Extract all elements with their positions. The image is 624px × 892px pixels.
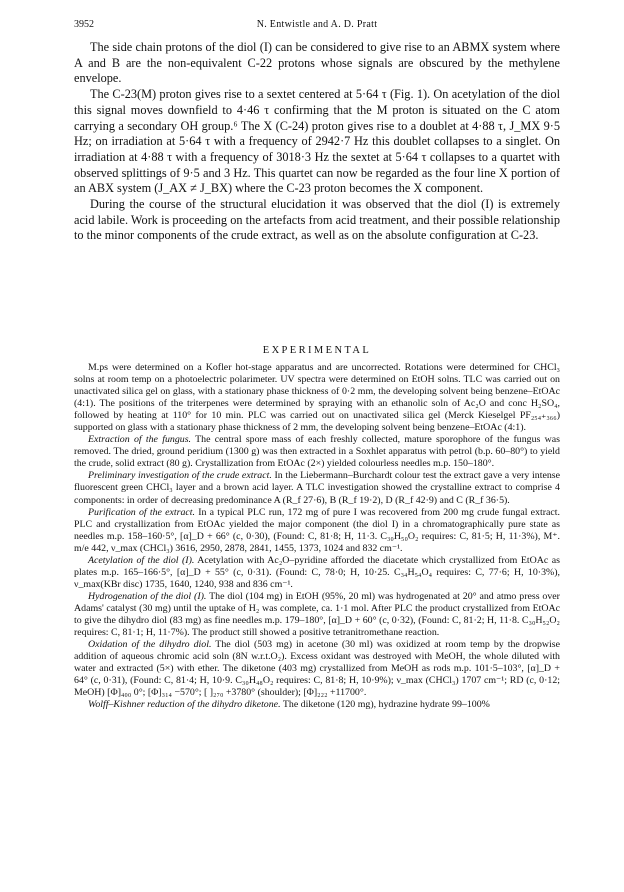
general-methods-paragraph: M.ps were determined on a Kofler hot-stage apparatus and are uncorrected. Rotations were determined for CHCl₃ solns at room temp on a photoelectric polarimeter. UV spectra were determined on EtOH solns. TLC was carried out on unactivated silica gel on glass, with a stationary phase thickness of 0·2 mm, the developing solvent being benzene–EtOAc (4:1). The positions of the triterpenes were determined by spraying with an ethanolic soln of Ac₂O and conc H₂SO₄, followed by heating at 110° for 10 min. PLC was carried out on unactivated silica gel (Merck Kieselgel PF₂₅₄₊₃₆₆) supported on glass with a stationary phase thickness of 2 mm, the developing solvent being benzene–EtOAc (4:1). [74,362,560,434]
experimental-paragraph [74,639,560,699]
experimental-paragraph [74,591,560,639]
discussion-text [74,40,560,244]
experimental-paragraph [74,434,560,470]
subsection-text: The diketone (120 mg), hydrazine hydrate 99–100% [282,699,490,711]
subsection-text: The diol (503 mg) in acetone (30 ml) was oxidized at room temp by the dropwise addition of aqueous chromic acid soln (8N w.r.t.O₂). Excess oxidant was destroyed with MeOH, the whole diluted with water and extracted (5×) with ether. The diketone (403 mg) crystallized from MeOH as rods m.p. 101·5–103°, [α]_D + 64° (c, 0·31), (Found: C, 81·4; H, 10·9. C₃₀H₄₈O₂ requires: C, 81·8; H, 10·9%); ν_max (CHCl₃) 1707 cm⁻¹; RD (c, 0·12; MeOH) [Φ]₄₀₀ 0°; [Φ]₃₁₄ −570°; [ ]₂₇₀ +3780° (shoulder); [Φ]₂₂₂ +11700°. [74,639,560,699]
experimental-paragraph [74,555,560,591]
subsection-title: Hydrogenation of the diol (I). [88,590,207,602]
subsection-text: The central spore mass of each freshly collected, mature sporophore of the fungus was removed. The dried, ground peridium (1300 g) was then extracted in a Soxhlet apparatus with petrol (b.p. 60–80°) to yield the crude, solid extract (80 g). Crystallization from EtOAc (2×) yielded colourless needles m.p. 150–180°. [74,434,560,470]
subsection-text: Acetylation with Ac₂O–pyridine afforded the diacetate which crystallized from EtOAc as plates m.p. 165–166·5°, [α]_D + 55° (c, 0·31). (Found: C, 78·0; H, 10·25. C₃₄H₅₄O₄ requires: C, 77·6; H, 10·3%), ν_max(KBr disc) 1735, 1640, 1240, 938 and 836 cm⁻¹. [74,554,560,590]
experimental-paragraph [74,699,560,711]
running-title: N. Entwistle and A. D. Pratt [256,19,378,30]
subsection-title: Wolff–Kishner reduction of the dihydro diketone. [88,699,281,711]
page-header [74,19,560,33]
discussion-paragraph: The side chain protons of the diol (I) can be considered to give rise to an ABMX system where A and B are the non-equivalent C-22 protons whose signals are obscured by the methylene envelope. [74,40,560,86]
experimental-paragraph [74,507,560,555]
subsection-title: Preliminary investigation of the crude extract. [88,470,272,482]
subsection-title: Acetylation of the diol (I). [88,554,195,566]
subsection-text: In a typical PLC run, 172 mg of pure I was recovered from 200 mg crude fungal extract. PLC and crystallization from EtOAc yielded the major component (the diol I) in a chromatographically pure state as needles m.p. 158–160·5°, [α]_D + 66° (c, 0·30), (Found: C, 81·8; H, 11·3. C₃₀H₅₀O₂ requires: C, 81·5; H, 11·3%), M⁺. m/e 442, ν_max (CHCl₃) 3616, 2950, 2878, 2841, 1455, 1373, 1024 and 832 cm⁻¹. [74,506,561,554]
subsection-title: Extraction of the fungus. [88,434,192,446]
page-number: 3952 [74,19,94,30]
subsection-text: In the Liebermann–Burchardt colour test the extract gave a very intense fluorescent green CHCl₃ layer and a brown acid layer. A TLC investigation showed the crystalline extract to comprise 4 components: in order of decreasing predominance A (R_f 27·6), B (R_f 19·2), D (R_f 42·9) and C (R_f 36·5). [74,470,560,506]
subsection-title: Purification of the extract. [88,506,196,518]
subsection-text: The diol (104 mg) in EtOH (95%, 20 ml) was hydrogenated at 20° and atmo press over Adams' catalyst (30 mg) until the uptake of H₂ was complete, ca. 1·1 mol. After PLC the product crystallized from EtOAc to give the dihydro diol (83 mg) as fine needles m.p. 179–180°, [α]_D + 60° (c, 0·32), (Found: C, 81·2; H, 11·8. C₃₀H₅₂O₂ requires: C, 81·1; H, 11·7%). The product still showed a positive tetranitromethane reaction. [74,590,560,639]
discussion-paragraph: The C-23(M) proton gives rise to a sextet centered at 5·64 τ (Fig. 1). On acetylation of the diol this signal moves downfield to 4·46 τ confirming that the M proton is situated on the C atom carrying a secondary OH group.⁶ The X (C-24) proton gives rise to a doublet at 4·88 τ, J_MX 9·5 Hz; on irradiation at 5·64 τ with a frequency of 2942·7 Hz this doublet collapses to a singlet. On irradiation at 4·88 τ with a frequency of 3018·3 Hz the sextet at 5·64 τ collapses to a quartet with observed splittings of 9·5 and 3 Hz. This quartet can now be regarded as the four line X portion of an ABX system (J_AX ≠ J_BX) where the C-23 proton becomes the X component. [74,87,560,196]
section-heading: EXPERIMENTAL [262,345,372,356]
discussion-paragraph: During the course of the structural elucidation it was observed that the diol (I) is extremely acid labile. Work is proceeding on the artefacts from acid treatment, and their possible relationship to the minor components of the crude extract, as well as on the absolute configuration at C-23. [74,197,560,243]
experimental-paragraph [74,470,560,506]
experimental-text [74,362,560,711]
subsection-title: Oxidation of the dihydro diol. [88,639,212,651]
